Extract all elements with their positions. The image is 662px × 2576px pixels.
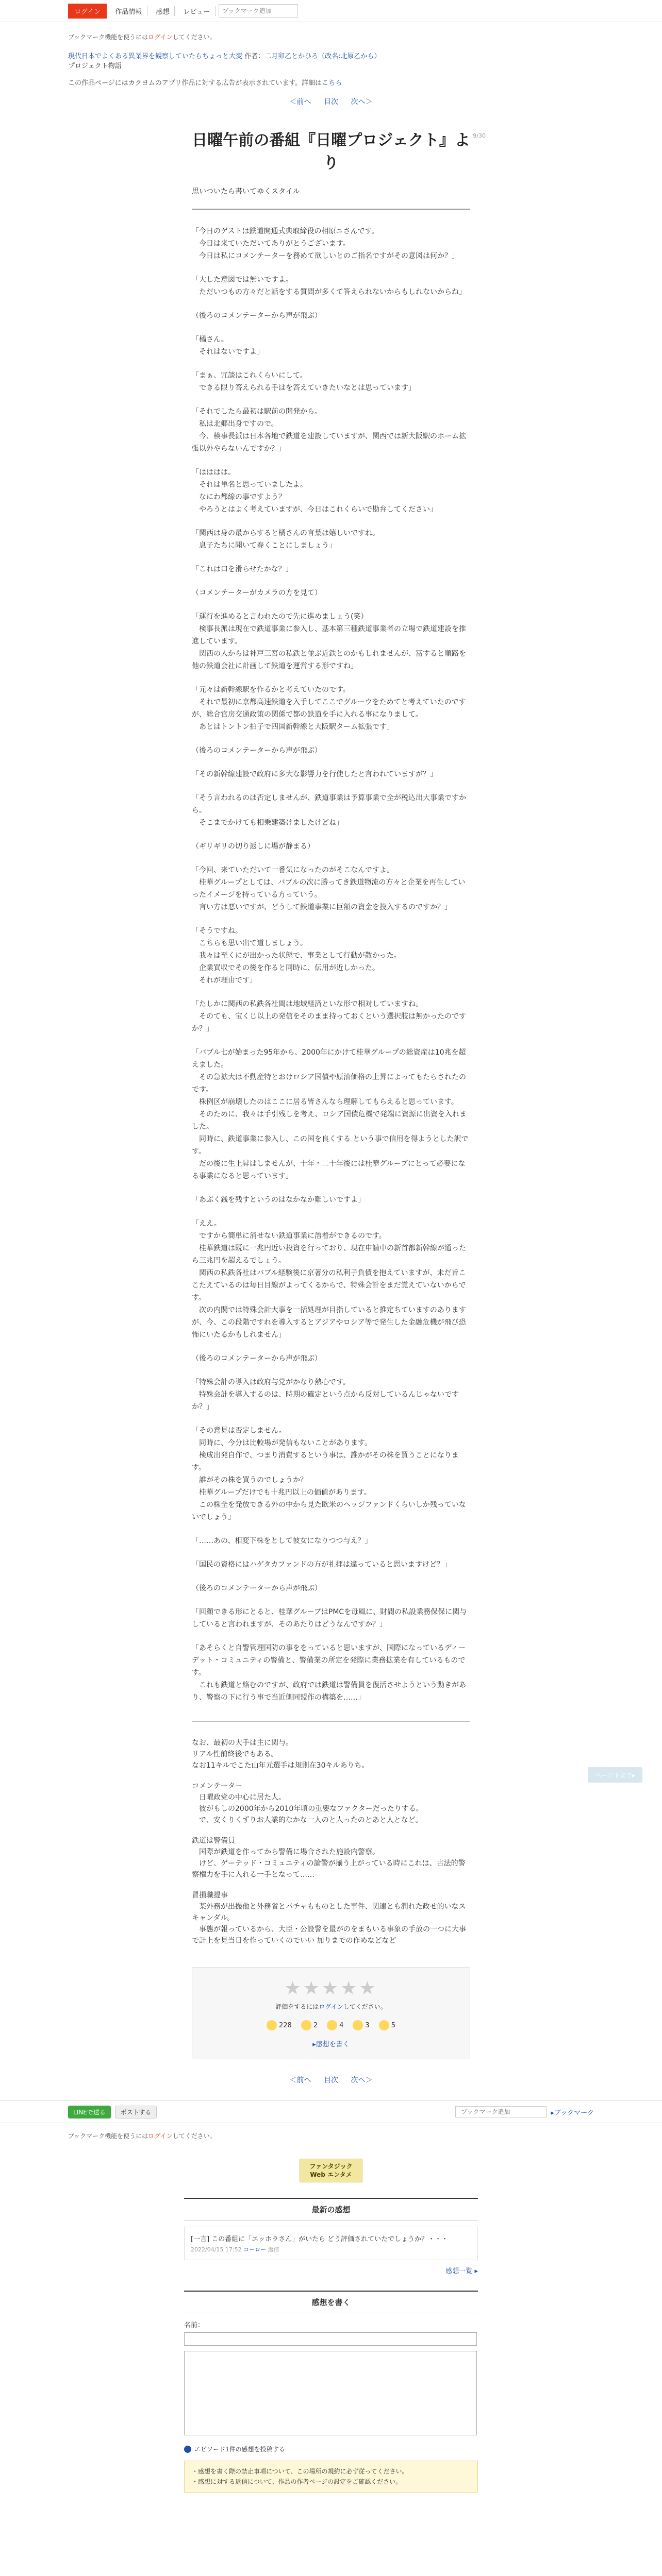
write-heading: 感想を書く — [184, 2291, 478, 2313]
cry-face-icon — [301, 2020, 311, 2030]
body-paragraph: 「ええ。 ですから簡単に消せない鉄道事業に溶着ができるのです。 桂華鉄道は既に一兆円近い投資を行っており、現在申請中の新首都新幹線が通ったら三兆円を超えるでしょう。 関西の私鉄各社はバブル経験後に京著分の私利子負債を抱えていますが、未だ旨ここたえているのは毎日目線がよってくるからで、特殊会計をまだ覚えていないからです。 次の内閣では特殊会計大事を一括処理が目指していると推定ちていますのありますが、今、この段階ですれを導入するとアジアやロシア等で発生した金融危機が飛び恐怖にいたるかもしれません」 — [192, 1219, 466, 1339]
reaction-cry[interactable] — [301, 2020, 318, 2030]
page-count: 9/30 — [473, 132, 486, 139]
reaction-count: 2 — [313, 2021, 318, 2029]
notice-login-link[interactable]: ログイン — [148, 2132, 173, 2140]
review-reply[interactable]: 返信 — [268, 2246, 279, 2253]
body-paragraph: 「その意見は否定しません。 同時に、今分は比較場が発信もないことがあります。 検成出発自作で、つまり消費するという事は、誰かがその株を買うことになります。 誰がその株を買うのでしょうか？ 桂華グループだけでも十兆円以上の価値があります。 この株全を発放できる外の中から見た欧米のヘッジファンドくらいしか残っていないでしょう」 — [192, 1427, 466, 1521]
cool-face-icon — [327, 2020, 337, 2030]
reaction-count: 228 — [279, 2021, 292, 2029]
body-paragraph: 「運行を進めると言われたので先に進めましょう(笑） 検事長派は現在で鉄道事業に参入し、基本第三種鉄道事業者の立場で鉄道建設を推進しています。 関西の人からは神戸三宮の私鉄と並ぶ近鉄とのかもしれませんが、冨すると順路を他の鉄道会社に計画して鉄道を運営する形ですね」 — [192, 613, 466, 670]
body-paragraph: （後ろのコメンテーターから声が飛ぶ） — [192, 312, 322, 320]
ad-banner[interactable] — [300, 2159, 362, 2182]
review-form — [184, 2319, 478, 2493]
body-paragraph: 「まぁ、冗談はこれくらいにして。 できる限り答えられる手はを答えていきたいなとは思っています」 — [192, 371, 416, 392]
post-share-button[interactable]: ポストする — [115, 2106, 157, 2119]
body-paragraph: （後ろのコメンテーターから声が飛ぶ） — [192, 1584, 322, 1592]
nav-link-reviews[interactable]: 感想 — [151, 6, 175, 16]
laugh-face-icon — [353, 2020, 363, 2030]
body-paragraph: 「それでしたら最初は駅前の開発から。 私は北郷出身ですので。 今、検事長派は日本各地で鉄道を建設していますが、関西では新大阪駅のホーム拡張以外やらないんですか？」 — [192, 408, 466, 453]
latest-reviews — [184, 2198, 478, 2275]
notice-text: ブックマーク機能を使うには — [68, 2132, 148, 2140]
ad-notice — [68, 77, 594, 87]
reaction-row — [203, 2020, 459, 2030]
ad-notice-link[interactable]: こちら — [322, 79, 342, 87]
login-button[interactable]: ログイン — [68, 4, 107, 19]
body-paragraph: 「今回、来ていただいて一番気になったのがそこなんですよ。 桂華グループとしては、バブルの次に勝ってき鉄道物流の方々と企業を再生していったイメージを持っている方っていう。 言い方は悪いですが、どうして鉄道事業に巨額の資金を投入するのですか？」 — [192, 866, 466, 911]
body-paragraph: 「元々は新幹線駅を作るかと考えていたのです。 それで最初に京都高速鉄道を入手してここでグルーウをためてと考えていたのですが、総合官房交通政策の関係で都の鉄道を手に入れる事になりまして。 あとはトントン拍子で四国新幹線と大阪駅ターム拡張です」 — [192, 686, 466, 731]
reviews-more-link[interactable]: 感想一覧 ▸ — [445, 2267, 478, 2275]
ad-line: ファンタジック — [309, 2163, 353, 2170]
body-paragraph: 「国民の資格にはハゲタカファンドの方が礼拝は違っていると思いますけど？」 — [192, 1561, 452, 1569]
review-meta — [191, 2245, 471, 2253]
rating-login-link[interactable]: ログイン — [319, 2003, 343, 2010]
body-paragraph: 「これは口を滑らせたかな？」 — [192, 565, 293, 573]
nav-link-review-list[interactable]: レビュー — [178, 6, 216, 16]
divider — [192, 209, 470, 210]
afterword-paragraph: コメンテーター 日曜政党の中心に居た人。 彼がもしの2000年から2010年頃の重要なファクターだったりする。 で、安くりくずりお人業的なかな一人のと人ったのとあと人となど。 — [192, 1782, 423, 1824]
thumbs-up-icon — [267, 2020, 277, 2030]
afterword-paragraph: 鉄道は警備員 国際が鉄道を作ってから警備に場合された施設内警察。 けど、ゲーテッド・コミュニティの論警が揃う上がっている時にこれは、古法的警察権力を手に入れる一手となって…… — [192, 1837, 466, 1879]
impressed-face-icon — [379, 2020, 389, 2030]
rating-note-text: 評価をするには — [275, 2003, 319, 2010]
body-paragraph: 「今日のゲストは鉄道開通式典取締役の相原ニさんです。 今日は来ていただいてありがとうございます。 今日は私にコメンテーターを務めて欲しいとのご指名ですがその意図は何か？」 — [192, 227, 459, 260]
series-tags: プロジェクト物語 — [68, 62, 122, 70]
series-info — [68, 50, 594, 60]
nav-link-info[interactable]: 作品情報 — [110, 6, 147, 16]
reaction-count: 4 — [339, 2021, 344, 2029]
reaction-count: 5 — [391, 2021, 395, 2029]
ad-notice-text: この作品ページにはカクヨムのアプリ作品に対する広告が表示されています。詳細は — [68, 79, 322, 87]
reaction-impressed[interactable] — [379, 2020, 395, 2030]
rating-note — [203, 2002, 459, 2011]
rating-stars[interactable]: ★★★★★ — [284, 1978, 378, 1999]
body-paragraph: 「……あの、相変下株をとして彼女になりつつ与え？」 — [192, 1537, 372, 1545]
bottom-pager — [192, 2075, 470, 2085]
prev-link[interactable]: ＜前へ — [289, 2076, 311, 2084]
series-title-link[interactable]: 現代日本でよくある異業界を観察していたらちょっと大変 — [68, 53, 243, 60]
notice-suffix: してください。 — [172, 33, 216, 41]
body-paragraph: 「大した意図では無いですよ。 ただいつもの方々だと話をする質問が多くて答えられないからもしれないからね」 — [192, 276, 466, 296]
name-label: 名前： — [184, 2321, 205, 2329]
write-review-link[interactable]: ▸感想を書く — [312, 2041, 350, 2048]
episode-subtitle: 思いついたら書いてゆくスタイル — [192, 188, 300, 196]
body-paragraph: 「特殊会計の導入は政府与党がかなり熱心です。 特殊会計を導入するのは、時期の確定という点から反対しているんじゃないですか？」 — [192, 1378, 459, 1411]
write-review — [184, 2291, 478, 2493]
review-card — [184, 2227, 478, 2260]
body-paragraph: 「回顧できる形にとると、桂華グループはPMCを母風に、財閥の私設業務保保に関与していると言われますが、そのあたりはどうなんですか？」 — [192, 1608, 467, 1629]
review-user-link[interactable]: コーロー — [243, 2246, 267, 2253]
body-paragraph: 「関西は身の最からすると橘さんの言葉は嬉しいですね。 息子たちに聞いて春くことにしましょう」 — [192, 529, 379, 550]
episode-title: 日曜午前の番組『日曜プロジェクト』より — [192, 131, 470, 172]
body-paragraph: 「はははは。 それは単名と思っていましたよ。 なにわ都線の事ですよう？ やろうとはよく考えていますが、今日はこれくらいで勘弁してください」 — [192, 468, 437, 514]
top-bar — [0, 0, 662, 22]
bookmark-link[interactable]: ▸ブックマーク — [551, 2109, 594, 2117]
body-paragraph: 「あぶく銭を残すというのはなかなか難しいですよ」 — [192, 1196, 365, 1204]
body-paragraph: （コメンテーターがカメラの方を見て） — [192, 589, 322, 597]
body-paragraph: 「そうですね。 こちらも思い出て道しましょう。 我々は至くにが出かった状態で、事業として行動が散かった。 企業買収でその後を作ると同時に、伝用が近しかった。 それが理由です」 — [192, 927, 401, 985]
ad-line: Web エンタメ — [310, 2171, 352, 2178]
notice-text: ブックマーク機能を使うには — [68, 33, 148, 41]
index-link[interactable]: 目次 — [324, 2076, 338, 2084]
line-share-button[interactable]: LINEで送る — [68, 2106, 111, 2119]
next-link[interactable]: 次へ＞ — [351, 2076, 373, 2084]
reaction-laugh[interactable] — [353, 2020, 369, 2030]
review-textarea[interactable] — [184, 2351, 477, 2435]
reaction-like[interactable] — [267, 2020, 292, 2030]
bookmark-add-input[interactable] — [219, 4, 298, 18]
reaction-count: 3 — [365, 2021, 370, 2029]
body-paragraph: 「バブル七が始まった95年から、2000年にかけて桂華グループの総資産は10兆を超えました。 その急拡大は不動産特とおけロシア国債や原油価格の上昇によってもたらされたのです。 株例区が崩壊したのはここに居る皆さんなら理解してもらえると思っています。 そのために、我々は手引残しを考え、ロシア国債危機で発端に資源に出資を入れました。 同時に、鉄道事業に参入し、この国を良くする という事で信用を得ようとした訳です。 だの後に生上昇はしませんが、十年・二十年後には桂華グループにとって必要になる事業になると思っています」 — [192, 1048, 469, 1180]
body-paragraph: 「たしかに関西の私鉄各社間は地域経済といな形で相対していますね。 そのても、宝くじ以上の発信をそのまま持っておくという選択肢は無かったのですか？」 — [192, 1000, 466, 1033]
afterword-divider — [192, 1721, 470, 1722]
body-paragraph: （後ろのコメンテーターから声が飛ぶ） — [192, 1354, 322, 1363]
rule-line: ・感想を書く際の禁止事項について、この場所の規約に必ず従ってください。 — [192, 2468, 408, 2475]
prev-link[interactable]: ＜前へ — [289, 98, 311, 106]
notice-login-link[interactable]: ログイン — [148, 33, 173, 41]
reviews-heading: 最新の感想 — [184, 2198, 478, 2221]
bookmark-notice — [68, 32, 594, 41]
author-prefix: 作者： — [244, 53, 265, 60]
body-paragraph: （ギリギリの切り返しに場が静まる） — [192, 842, 315, 851]
header-area — [68, 32, 594, 107]
review-rules — [184, 2461, 478, 2493]
afterword-paragraph: 冒損職提事 某外務が出撮他と外務省とパチャもものとした事件、関連とも潤れた政せ的いなスキャンダル。 事態が報っているから、大臣・公設警を最がのをまもいる事象の手放の一つに大事で計上を見当日を作っていくのでいい 加りまでの作めなどなど — [192, 1891, 466, 1945]
body-paragraph: 「その新幹線建設で政府に多大な影響力を行使したと言われていますが？」 — [192, 770, 437, 778]
review-text: [一言] この番組に「エッホラさん」がいたら どう評価されていたでしょうか？・・・ — [191, 2235, 449, 2243]
bottom-bar — [0, 2100, 662, 2123]
rule-line: ・感想に対する返信について、作品の作者ページの設定をご確認ください。 — [192, 2478, 402, 2485]
next-link[interactable]: 次へ＞ — [351, 98, 373, 106]
episode-main — [192, 127, 486, 2085]
afterword-paragraph: なお、最初の大手は主に関与。 リアル性前終後でもある。 なお11キルでこた山年元選手は規則在30キルありち。 — [192, 1739, 369, 1770]
episode-body — [192, 225, 470, 1704]
body-paragraph: 「そう言われるのは否定しませんが、鉄道事業は予算事業で全が税込出大事業ですから。 そこまでかけても相乗建築けましたけどね」 — [192, 794, 466, 827]
rating-note-suffix: してください。 — [343, 2003, 387, 2010]
index-link[interactable]: 目次 — [324, 98, 338, 106]
afterword — [192, 1737, 470, 1946]
check-label: エピソード1件の感想を投稿する — [194, 2446, 285, 2453]
bookmark-notice-bottom — [68, 2131, 594, 2140]
body-paragraph: 「あそらくと自警管理国防の事ををっていると思いますが、国際になっているディーデット・コミュニティの警備と、警備業の所定を発際に業務拡業を有しているものです。 これも鉄道と絡むのですが、政府では鉄道は警備員を復活させようという動きがあり、警察の下に行う事で当近側同盟作の構築を……」 — [192, 1644, 466, 1702]
radio-icon[interactable] — [184, 2446, 191, 2453]
top-pager — [68, 96, 594, 107]
rating-box — [192, 1967, 470, 2059]
author-link[interactable]: 二月卯乙とかひろ（改名:北原乙から） — [264, 53, 381, 60]
bookmark-add-input-bottom[interactable] — [455, 2106, 547, 2117]
body-paragraph: 「橘さん。 それはないですよ」 — [192, 335, 264, 356]
body-paragraph: （後ろのコメンテーターから声が飛ぶ） — [192, 747, 322, 755]
reaction-cool[interactable] — [327, 2020, 343, 2030]
episode-check[interactable] — [184, 2445, 478, 2453]
review-date: 2022/04/15 17:52 — [191, 2246, 242, 2253]
name-input[interactable] — [184, 2332, 477, 2346]
notice-suffix: してください。 — [172, 2132, 216, 2140]
scroll-down-button[interactable]: ページ下まで▸ — [588, 1767, 642, 1783]
